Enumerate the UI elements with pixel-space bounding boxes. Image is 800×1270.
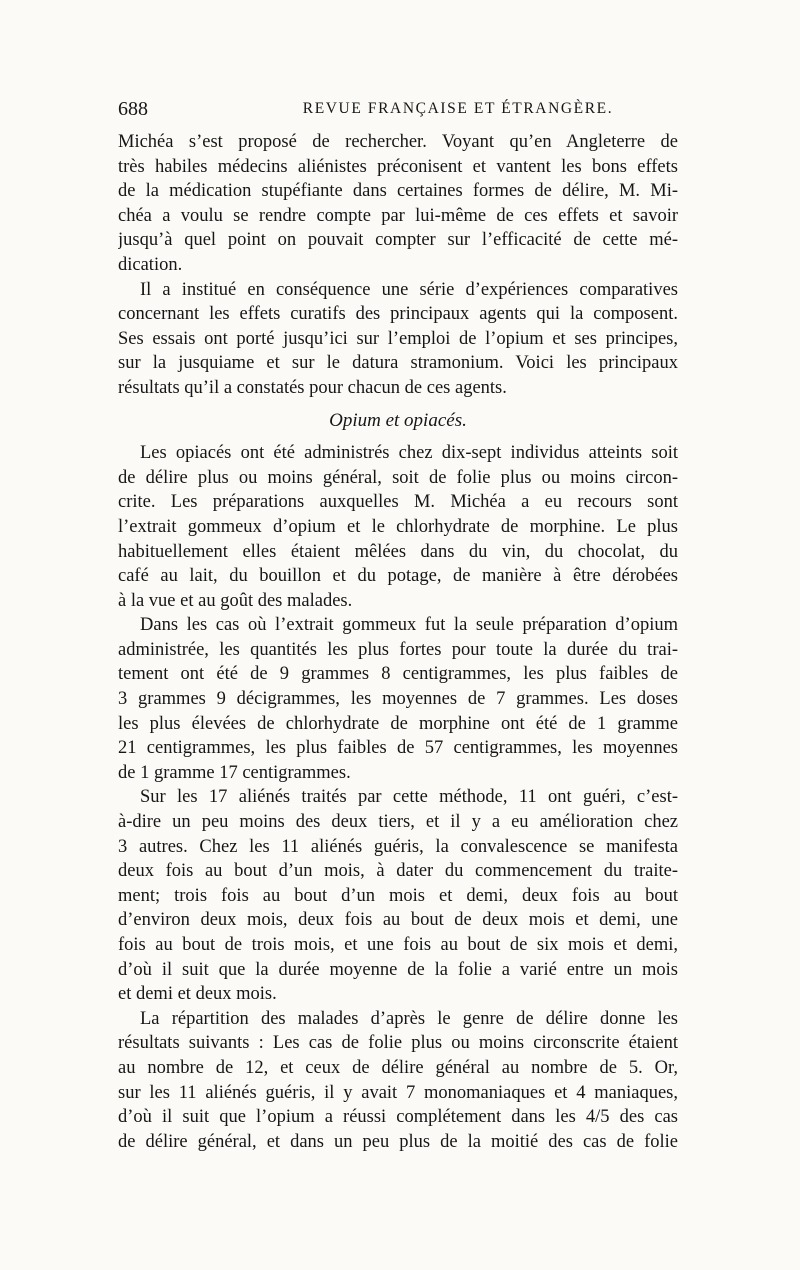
text-line: dication. xyxy=(118,254,183,275)
text-line: 21 centigrammes, les plus faibles de 57 centigrammes, les moyennes xyxy=(118,738,678,759)
text-line: crite. Les préparations auxquelles M. Michéa a eu recours sont xyxy=(118,492,678,513)
text-line: résultats suivants : Les cas de folie plus ou moins circonscrite étaient xyxy=(118,1033,678,1054)
text-line: de délire général, et dans un peu plus de la moitié des cas de folie xyxy=(118,1131,678,1152)
text-line: chéa a voulu se rendre compte par lui-même de ces effets et savoir xyxy=(118,205,678,226)
text-line: d’environ deux mois, deux fois au bout de deux mois et demi, une xyxy=(118,910,678,931)
text-line: au nombre de 12, et ceux de délire général au nombre de 5. Or, xyxy=(118,1057,678,1078)
text-line: habituellement elles étaient mêlées dans du vin, du chocolat, du xyxy=(118,541,678,562)
text-line: de la médication stupéfiante dans certaines formes de délire, M. Mi- xyxy=(118,181,678,202)
text-line: de délire plus ou moins général, soit de folie plus ou moins circon- xyxy=(118,467,678,488)
text-line: Il a institué en conséquence une série d’expériences comparatives xyxy=(140,279,678,300)
text-line: résultats qu’il a constatés pour chacun de ces agents. xyxy=(118,377,507,398)
text-line: fois au bout de trois mois, et une fois au bout de six mois et demi, xyxy=(118,935,678,955)
text-line: ment; trois fois au bout d’un mois et demi, deux fois au bout xyxy=(118,885,678,906)
text-line: 3 autres. Chez les 11 aliénés guéris, la convalescence se manifesta xyxy=(118,836,678,857)
text-line: deux fois au bout d’un mois, à dater du commencement du traite- xyxy=(118,861,678,882)
page-header xyxy=(118,98,678,128)
paragraph-1 xyxy=(118,130,678,278)
paragraph-5 xyxy=(118,785,678,1006)
text-line: 3 grammes 9 décigrammes, les moyennes de 7 grammes. Les doses xyxy=(118,689,678,710)
paragraph-6 xyxy=(118,1007,678,1155)
text-line: très habiles médecins aliénistes préconisent et vantent les bons effets xyxy=(118,156,678,177)
text-line: et demi et deux mois. xyxy=(118,984,277,1005)
text-line: d’où il suit que l’opium a réussi complétement dans les 4/5 des cas xyxy=(118,1107,678,1128)
running-head: REVUE FRANÇAISE ET ÉTRANGÈRE. xyxy=(302,100,614,117)
text-line: de 1 gramme 17 centigrammes. xyxy=(118,762,351,783)
text-line: café au lait, du bouillon et du potage, de manière à être dérobées xyxy=(118,566,678,587)
text-line: d’où il suit que la durée moyenne de la folie a varié entre un mois xyxy=(118,959,678,980)
text-line: jusqu’à quel point on pouvait compter sur l’efficacité de cette mé- xyxy=(118,230,678,251)
text-line: sur la jusquiame et sur le datura stramonium. Voici les principaux xyxy=(118,353,678,374)
text-line: La répartition des malades d’après le genre de délire donne les xyxy=(140,1008,678,1029)
text-line: Dans les cas où l’extrait gommeux fut la seule préparation d’opium xyxy=(140,615,678,636)
paragraph-2 xyxy=(118,278,678,401)
text-line: sur les 11 aliénés guéris, il y avait 7 monomaniaques et 4 maniaques, xyxy=(118,1082,678,1103)
text-line: Sur les 17 aliénés traités par cette méthode, 11 ont guéri, c’est- xyxy=(140,787,678,808)
text-line: Les opiacés ont été administrés chez dix-sept individus atteints soit xyxy=(140,443,678,464)
body-text xyxy=(118,130,678,1154)
text-line: à-dire un peu moins des deux tiers, et il y a eu amélioration chez xyxy=(118,812,678,833)
section-title: Opium et opiacés. xyxy=(329,409,467,431)
paragraph-3 xyxy=(118,441,678,613)
text-line: Ses essais ont porté jusqu’ici sur l’emploi de l’opium et ses principes, xyxy=(118,328,678,349)
text-line: l’extrait gommeux d’opium et le chlorhydrate de morphine. Le plus xyxy=(118,516,678,537)
text-line: tement ont été de 9 grammes 8 centigrammes, les plus faibles de xyxy=(118,664,678,685)
text-line: les plus élevées de chlorhydrate de morphine ont été de 1 gramme xyxy=(118,713,678,734)
text-line: concernant les effets curatifs des principaux agents qui la composent. xyxy=(118,304,678,325)
text-line: administrée, les quantités les plus fortes pour toute la durée du trai- xyxy=(118,639,678,660)
text-line: à la vue et au goût des malades. xyxy=(118,590,353,611)
paragraph-4 xyxy=(118,613,678,785)
page-number: 688 xyxy=(118,98,148,120)
text-line: Michéa s’est proposé de rechercher. Voyant qu’en Angleterre de xyxy=(118,132,678,152)
